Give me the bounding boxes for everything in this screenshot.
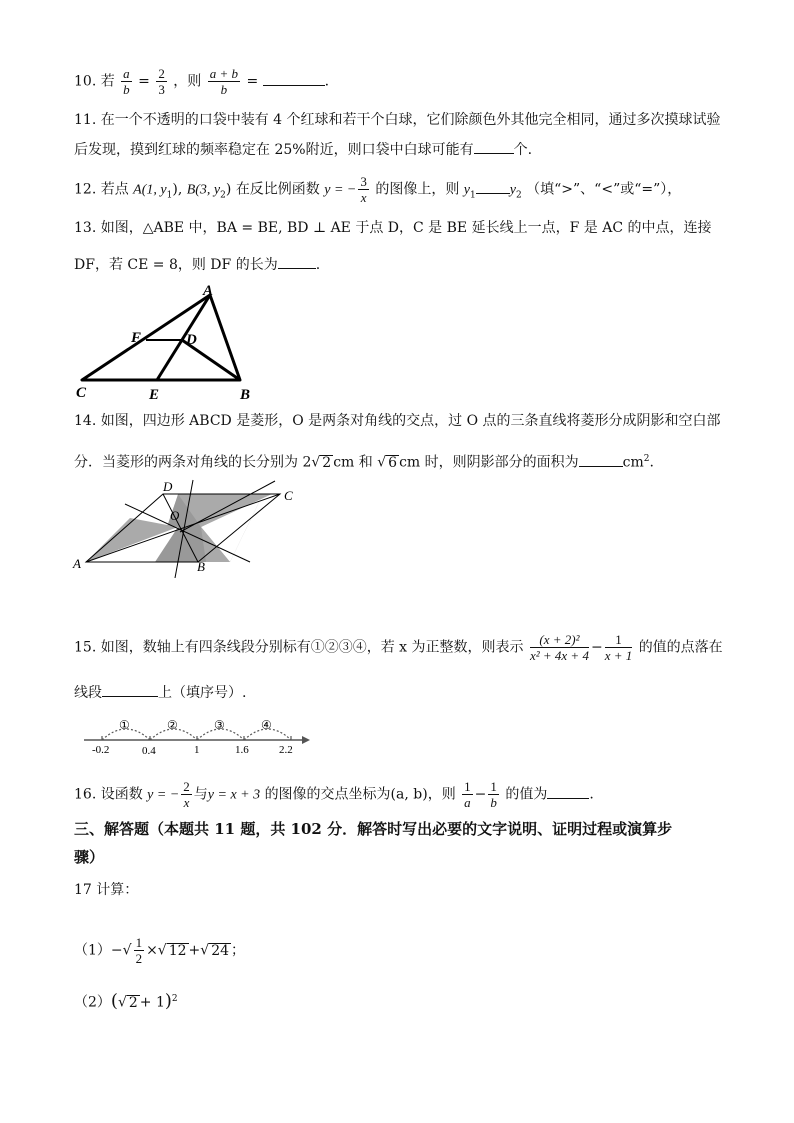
segment-label-4: ④	[261, 718, 272, 732]
answer-blank[interactable]	[102, 684, 158, 697]
rhombus-figure-14	[70, 478, 310, 578]
answer-blank[interactable]	[278, 256, 316, 269]
q10-fraction-a-plus-b-over-b: $\frac{a + b}{b}$	[209, 66, 238, 97]
tick-label: 2.2	[279, 744, 293, 756]
q10-fraction-a-over-b: $\frac{a}{b}$	[123, 66, 130, 97]
label-E: E	[149, 387, 160, 402]
question-11-line-2: 后发现，摸到红球的频率稳定在 25%附近，则口袋中白球可能有 个.	[74, 142, 533, 158]
label-A: A	[73, 556, 81, 571]
label-C: C	[284, 488, 293, 503]
label-A: A	[203, 283, 214, 299]
question-15-line-2: 线段 上（填序号）.	[74, 685, 247, 701]
answer-blank[interactable]	[474, 141, 514, 154]
q16-fraction-2-over-x: $\frac{2}{x}$	[183, 779, 190, 810]
label-F: F	[131, 330, 142, 346]
tick-label: 0.4	[142, 745, 156, 757]
question-14-line-1: 14. 如图，四边形 ABCD 是菱形，O 是两条对角线的交点，过 O 点的三条直线将菱形分成阴影和空白部	[74, 413, 721, 429]
label-O: O	[170, 508, 180, 523]
label-B: B	[197, 559, 205, 574]
q15-fraction-2: $\frac{1}{x + 1}$	[604, 632, 633, 663]
q10-fraction-2-over-3: $\frac{2}{3}$	[158, 66, 165, 97]
tick-label: -0.2	[92, 744, 110, 756]
question-17-part-1: （1）−√ $\frac{1}{2}$ ×√ 12 +√ 24 ；	[74, 935, 246, 966]
segment-label-1: ①	[119, 718, 130, 732]
number-line-figure-15	[80, 714, 310, 758]
answer-blank[interactable]	[579, 454, 623, 467]
label-D: D	[186, 332, 197, 348]
question-17-title: 17 计算：	[74, 882, 139, 898]
q10-prefix: 10. 若	[74, 73, 115, 90]
q12-fraction-3-over-x: $\frac{3}{x}$	[360, 174, 367, 205]
section-heading-line-2: 骤）	[74, 848, 105, 866]
section-heading-line-1: 三、解答题（本题共 11 题，共 102 分．解答时写出必要的文字说明、证明过程或演算步	[74, 820, 673, 838]
tick-label: 1.6	[235, 744, 249, 756]
segment-label-2: ②	[167, 718, 178, 732]
question-11-line-1: 11. 在一个不透明的口袋中装有 4 个红球和若干个白球，它们除颜色外其他完全相同，通过多次摸球试验	[74, 112, 721, 128]
answer-blank[interactable]	[476, 181, 510, 194]
question-17-part-2: （2）(√ 2 + 1)$^2$	[74, 990, 178, 1012]
question-10: 10. 若 $\frac{a}{b}$ = $\frac{2}{3}$ ，则 $\frac{a + b}{b}$ = .	[74, 66, 330, 97]
q16-fraction-1-over-a: $\frac{1}{a}$	[464, 779, 471, 810]
q17-sqrt-half: $\frac{1}{2}$	[135, 935, 143, 966]
question-14-line-2: 分．当菱形的两条对角线的长分别为 2√ 2 cm 和 √ 6 cm 时，则阴影部分的面积为 $cm^2$.	[74, 454, 654, 471]
label-D: D	[163, 479, 173, 494]
question-16: 16. 设函数 y = − $\frac{2}{x}$ 与y = x + 3 的图像的交点坐标为(a, b)，则 $\frac{1}{a}$ − $\frac{1}{b}$ 的值为 .	[74, 779, 594, 810]
question-13-line-2: DF，若 CE = 8，则 DF 的长为 .	[74, 257, 321, 273]
label-B: B	[240, 387, 251, 402]
label-C: C	[76, 385, 87, 401]
q16-fraction-1-over-b: $\frac{1}{b}$	[490, 779, 497, 810]
segment-label-3: ③	[214, 718, 225, 732]
q15-fraction-1: $\frac{\text{(x + 2)²}}{\text{x² + 4x + 4}}$	[529, 632, 589, 663]
answer-blank[interactable]	[263, 73, 325, 86]
tick-label: 1	[194, 744, 200, 756]
question-12: 12. 若点 A(1, $y_1$), B(3, $y_2$) 在反比例函数 y = − $\frac{3}{x}$ 的图像上，则 $y_1$ $y_2$ （填“>”、“<”或“=”），	[74, 174, 682, 205]
question-13-line-1: 13. 如图，△ABE 中，BA = BE, BD ⊥ AE 于点 D，C 是 BE 延长线上一点，F 是 AC 的中点，连接	[74, 220, 712, 236]
question-15: 15. 如图，数轴上有四条线段分别标有①②③④，若 x 为正整数，则表示 $\frac{\text{(x + 2)²}}{\text{x² + 4x + 4}}$ − $\frac{1}{x + 1}$ 的值的点落在	[74, 632, 723, 663]
triangle-figure-13	[70, 282, 260, 402]
answer-blank[interactable]	[547, 786, 589, 799]
